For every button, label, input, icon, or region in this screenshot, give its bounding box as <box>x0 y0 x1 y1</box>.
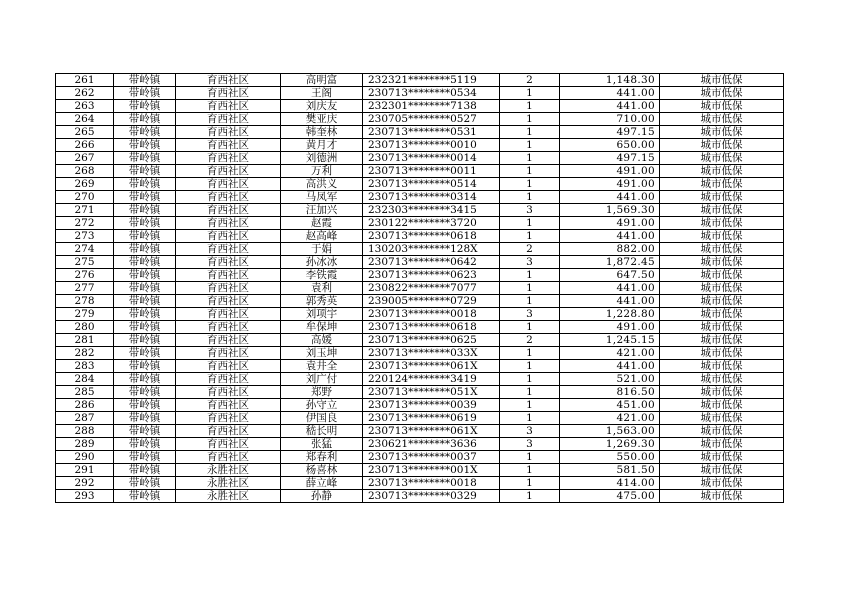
cell-community: 永胜社区 <box>176 477 281 490</box>
cell-household-count: 1 <box>500 399 560 412</box>
cell-name: 刘项宇 <box>281 308 363 321</box>
cell-assistance-type: 城市低保 <box>660 412 784 425</box>
cell-name: 杨喜林 <box>281 464 363 477</box>
table-row <box>56 256 784 269</box>
cell-community: 育西社区 <box>176 256 281 269</box>
cell-community: 育西社区 <box>176 165 281 178</box>
cell-assistance-type: 城市低保 <box>660 425 784 438</box>
cell-community: 育西社区 <box>176 295 281 308</box>
cell-assistance-type: 城市低保 <box>660 386 784 399</box>
cell-household-count: 3 <box>500 204 560 217</box>
table-row <box>56 425 784 438</box>
cell-id-number: 232303********3415 <box>363 204 500 217</box>
cell-assistance-type: 城市低保 <box>660 308 784 321</box>
cell-seq: 273 <box>56 230 114 243</box>
table-body <box>56 74 784 503</box>
cell-assistance-type: 城市低保 <box>660 295 784 308</box>
cell-seq: 272 <box>56 217 114 230</box>
cell-amount: 421.00 <box>560 347 660 360</box>
cell-name: 高洪义 <box>281 178 363 191</box>
cell-name: 李铁霞 <box>281 269 363 282</box>
cell-assistance-type: 城市低保 <box>660 360 784 373</box>
cell-assistance-type: 城市低保 <box>660 217 784 230</box>
cell-household-count: 3 <box>500 438 560 451</box>
cell-id-number: 230621********3636 <box>363 438 500 451</box>
cell-community: 育西社区 <box>176 74 281 87</box>
cell-name: 高媛 <box>281 334 363 347</box>
cell-name: 万利 <box>281 165 363 178</box>
cell-name: 孙冰冰 <box>281 256 363 269</box>
table-row <box>56 217 784 230</box>
cell-household-count: 1 <box>500 269 560 282</box>
cell-name: 刘德洲 <box>281 152 363 165</box>
cell-assistance-type: 城市低保 <box>660 269 784 282</box>
cell-seq: 265 <box>56 126 114 139</box>
cell-amount: 650.00 <box>560 139 660 152</box>
cell-community: 永胜社区 <box>176 464 281 477</box>
cell-seq: 263 <box>56 100 114 113</box>
cell-amount: 414.00 <box>560 477 660 490</box>
cell-assistance-type: 城市低保 <box>660 477 784 490</box>
cell-household-count: 1 <box>500 165 560 178</box>
cell-seq: 269 <box>56 178 114 191</box>
cell-household-count: 1 <box>500 100 560 113</box>
cell-town: 带岭镇 <box>114 243 176 256</box>
cell-assistance-type: 城市低保 <box>660 451 784 464</box>
cell-name: 于娟 <box>281 243 363 256</box>
cell-amount: 491.00 <box>560 165 660 178</box>
table-row <box>56 412 784 425</box>
cell-household-count: 1 <box>500 347 560 360</box>
cell-town: 带岭镇 <box>114 204 176 217</box>
table-row <box>56 321 784 334</box>
cell-town: 带岭镇 <box>114 438 176 451</box>
cell-seq: 274 <box>56 243 114 256</box>
cell-household-count: 1 <box>500 490 560 503</box>
cell-id-number: 230713********0642 <box>363 256 500 269</box>
cell-amount: 441.00 <box>560 295 660 308</box>
cell-community: 育西社区 <box>176 230 281 243</box>
cell-household-count: 3 <box>500 425 560 438</box>
cell-id-number: 230713********0531 <box>363 126 500 139</box>
cell-community: 育西社区 <box>176 321 281 334</box>
cell-community: 育西社区 <box>176 373 281 386</box>
cell-household-count: 1 <box>500 191 560 204</box>
cell-assistance-type: 城市低保 <box>660 282 784 295</box>
cell-assistance-type: 城市低保 <box>660 464 784 477</box>
cell-id-number: 230713********0314 <box>363 191 500 204</box>
cell-id-number: 230713********0039 <box>363 399 500 412</box>
cell-amount: 491.00 <box>560 321 660 334</box>
cell-town: 带岭镇 <box>114 451 176 464</box>
cell-seq: 284 <box>56 373 114 386</box>
cell-name: 郑春利 <box>281 451 363 464</box>
cell-name: 樊亚庆 <box>281 113 363 126</box>
cell-town: 带岭镇 <box>114 269 176 282</box>
cell-town: 带岭镇 <box>114 308 176 321</box>
cell-community: 育西社区 <box>176 217 281 230</box>
cell-seq: 261 <box>56 74 114 87</box>
cell-town: 带岭镇 <box>114 321 176 334</box>
cell-amount: 882.00 <box>560 243 660 256</box>
cell-name: 刘玉坤 <box>281 347 363 360</box>
table-row <box>56 477 784 490</box>
cell-community: 育西社区 <box>176 243 281 256</box>
table-row <box>56 282 784 295</box>
cell-town: 带岭镇 <box>114 360 176 373</box>
cell-name: 韩奎林 <box>281 126 363 139</box>
cell-seq: 285 <box>56 386 114 399</box>
cell-seq: 279 <box>56 308 114 321</box>
cell-town: 带岭镇 <box>114 282 176 295</box>
cell-community: 育西社区 <box>176 347 281 360</box>
cell-name: 袁利 <box>281 282 363 295</box>
cell-id-number: 230713********0618 <box>363 230 500 243</box>
cell-community: 育西社区 <box>176 126 281 139</box>
table-row <box>56 399 784 412</box>
cell-household-count: 2 <box>500 243 560 256</box>
cell-amount: 441.00 <box>560 100 660 113</box>
cell-assistance-type: 城市低保 <box>660 204 784 217</box>
cell-household-count: 1 <box>500 139 560 152</box>
cell-id-number: 230713********051X <box>363 386 500 399</box>
cell-seq: 291 <box>56 464 114 477</box>
cell-town: 带岭镇 <box>114 217 176 230</box>
cell-seq: 278 <box>56 295 114 308</box>
cell-household-count: 1 <box>500 87 560 100</box>
table-row <box>56 360 784 373</box>
cell-id-number: 239005********0729 <box>363 295 500 308</box>
cell-seq: 281 <box>56 334 114 347</box>
table-row <box>56 490 784 503</box>
cell-id-number: 230713********0514 <box>363 178 500 191</box>
cell-id-number: 230713********0618 <box>363 321 500 334</box>
cell-seq: 264 <box>56 113 114 126</box>
cell-community: 育西社区 <box>176 334 281 347</box>
table-row <box>56 386 784 399</box>
cell-assistance-type: 城市低保 <box>660 139 784 152</box>
cell-household-count: 3 <box>500 308 560 321</box>
cell-town: 带岭镇 <box>114 334 176 347</box>
cell-seq: 277 <box>56 282 114 295</box>
cell-household-count: 1 <box>500 230 560 243</box>
cell-assistance-type: 城市低保 <box>660 490 784 503</box>
cell-amount: 451.00 <box>560 399 660 412</box>
cell-seq: 268 <box>56 165 114 178</box>
cell-seq: 262 <box>56 87 114 100</box>
cell-town: 带岭镇 <box>114 347 176 360</box>
table-row <box>56 139 784 152</box>
cell-id-number: 230122********3720 <box>363 217 500 230</box>
cell-name: 郑野 <box>281 386 363 399</box>
cell-amount: 441.00 <box>560 230 660 243</box>
cell-amount: 521.00 <box>560 373 660 386</box>
cell-seq: 266 <box>56 139 114 152</box>
cell-community: 育西社区 <box>176 152 281 165</box>
cell-assistance-type: 城市低保 <box>660 152 784 165</box>
cell-community: 育西社区 <box>176 204 281 217</box>
cell-name: 薛立峰 <box>281 477 363 490</box>
cell-household-count: 1 <box>500 477 560 490</box>
cell-assistance-type: 城市低保 <box>660 74 784 87</box>
table-row <box>56 74 784 87</box>
cell-amount: 710.00 <box>560 113 660 126</box>
cell-community: 育西社区 <box>176 412 281 425</box>
cell-community: 育西社区 <box>176 178 281 191</box>
cell-town: 带岭镇 <box>114 425 176 438</box>
cell-seq: 283 <box>56 360 114 373</box>
cell-household-count: 1 <box>500 126 560 139</box>
cell-id-number: 230713********0619 <box>363 412 500 425</box>
cell-name: 袁井全 <box>281 360 363 373</box>
cell-household-count: 1 <box>500 464 560 477</box>
cell-amount: 1,245.15 <box>560 334 660 347</box>
cell-amount: 550.00 <box>560 451 660 464</box>
cell-name: 刘广付 <box>281 373 363 386</box>
cell-name: 汪加兴 <box>281 204 363 217</box>
cell-community: 育西社区 <box>176 269 281 282</box>
cell-seq: 290 <box>56 451 114 464</box>
cell-id-number: 230713********0625 <box>363 334 500 347</box>
cell-household-count: 1 <box>500 373 560 386</box>
cell-assistance-type: 城市低保 <box>660 256 784 269</box>
cell-seq: 288 <box>56 425 114 438</box>
cell-community: 育西社区 <box>176 438 281 451</box>
cell-amount: 1,148.30 <box>560 74 660 87</box>
cell-seq: 267 <box>56 152 114 165</box>
cell-community: 育西社区 <box>176 113 281 126</box>
cell-id-number: 230713********0011 <box>363 165 500 178</box>
cell-name: 孙守立 <box>281 399 363 412</box>
cell-id-number: 230705********0527 <box>363 113 500 126</box>
cell-seq: 280 <box>56 321 114 334</box>
cell-town: 带岭镇 <box>114 100 176 113</box>
cell-name: 马凤军 <box>281 191 363 204</box>
cell-amount: 1,269.30 <box>560 438 660 451</box>
cell-id-number: 230713********0018 <box>363 308 500 321</box>
cell-amount: 581.50 <box>560 464 660 477</box>
cell-seq: 270 <box>56 191 114 204</box>
cell-assistance-type: 城市低保 <box>660 399 784 412</box>
cell-household-count: 2 <box>500 334 560 347</box>
cell-community: 育西社区 <box>176 399 281 412</box>
cell-town: 带岭镇 <box>114 373 176 386</box>
table-row <box>56 126 784 139</box>
table-row <box>56 243 784 256</box>
cell-household-count: 1 <box>500 360 560 373</box>
cell-seq: 289 <box>56 438 114 451</box>
cell-id-number: 232301********7138 <box>363 100 500 113</box>
cell-town: 带岭镇 <box>114 126 176 139</box>
cell-amount: 1,872.45 <box>560 256 660 269</box>
table-row <box>56 347 784 360</box>
cell-household-count: 2 <box>500 74 560 87</box>
cell-town: 带岭镇 <box>114 412 176 425</box>
cell-assistance-type: 城市低保 <box>660 321 784 334</box>
cell-household-count: 3 <box>500 256 560 269</box>
cell-assistance-type: 城市低保 <box>660 230 784 243</box>
cell-town: 带岭镇 <box>114 230 176 243</box>
cell-assistance-type: 城市低保 <box>660 87 784 100</box>
cell-amount: 441.00 <box>560 191 660 204</box>
cell-town: 带岭镇 <box>114 74 176 87</box>
cell-town: 带岭镇 <box>114 490 176 503</box>
cell-town: 带岭镇 <box>114 87 176 100</box>
cell-amount: 441.00 <box>560 87 660 100</box>
cell-community: 育西社区 <box>176 360 281 373</box>
cell-assistance-type: 城市低保 <box>660 373 784 386</box>
cell-amount: 491.00 <box>560 217 660 230</box>
cell-community: 育西社区 <box>176 87 281 100</box>
cell-name: 黄月才 <box>281 139 363 152</box>
table-row <box>56 438 784 451</box>
cell-household-count: 1 <box>500 113 560 126</box>
table-row <box>56 191 784 204</box>
cell-household-count: 1 <box>500 451 560 464</box>
cell-assistance-type: 城市低保 <box>660 178 784 191</box>
table-row <box>56 464 784 477</box>
cell-amount: 421.00 <box>560 412 660 425</box>
cell-town: 带岭镇 <box>114 399 176 412</box>
cell-seq: 271 <box>56 204 114 217</box>
cell-id-number: 230713********033X <box>363 347 500 360</box>
cell-assistance-type: 城市低保 <box>660 243 784 256</box>
cell-assistance-type: 城市低保 <box>660 347 784 360</box>
cell-name: 牟保坤 <box>281 321 363 334</box>
cell-name: 赵高峰 <box>281 230 363 243</box>
cell-community: 育西社区 <box>176 139 281 152</box>
table-row <box>56 204 784 217</box>
cell-id-number: 232321********5119 <box>363 74 500 87</box>
cell-seq: 287 <box>56 412 114 425</box>
cell-name: 赵霞 <box>281 217 363 230</box>
cell-assistance-type: 城市低保 <box>660 113 784 126</box>
cell-seq: 286 <box>56 399 114 412</box>
table-row <box>56 230 784 243</box>
cell-amount: 441.00 <box>560 360 660 373</box>
cell-town: 带岭镇 <box>114 386 176 399</box>
table-row <box>56 373 784 386</box>
cell-assistance-type: 城市低保 <box>660 334 784 347</box>
cell-name: 郭秀英 <box>281 295 363 308</box>
cell-id-number: 230713********0623 <box>363 269 500 282</box>
cell-amount: 475.00 <box>560 490 660 503</box>
table-row <box>56 87 784 100</box>
cell-town: 带岭镇 <box>114 139 176 152</box>
cell-community: 永胜社区 <box>176 490 281 503</box>
cell-id-number: 230713********0329 <box>363 490 500 503</box>
cell-amount: 647.50 <box>560 269 660 282</box>
cell-community: 育西社区 <box>176 282 281 295</box>
cell-household-count: 1 <box>500 178 560 191</box>
cell-household-count: 1 <box>500 386 560 399</box>
cell-household-count: 1 <box>500 152 560 165</box>
table-row <box>56 100 784 113</box>
cell-name: 伊国良 <box>281 412 363 425</box>
cell-id-number: 230713********0534 <box>363 87 500 100</box>
cell-amount: 1,569.30 <box>560 204 660 217</box>
cell-household-count: 1 <box>500 412 560 425</box>
table-row <box>56 308 784 321</box>
table-row <box>56 152 784 165</box>
cell-amount: 497.15 <box>560 152 660 165</box>
cell-name: 孙静 <box>281 490 363 503</box>
cell-seq: 282 <box>56 347 114 360</box>
cell-assistance-type: 城市低保 <box>660 100 784 113</box>
cell-assistance-type: 城市低保 <box>660 126 784 139</box>
cell-id-number: 130203********128X <box>363 243 500 256</box>
table-row <box>56 178 784 191</box>
cell-community: 育西社区 <box>176 308 281 321</box>
cell-assistance-type: 城市低保 <box>660 438 784 451</box>
cell-seq: 293 <box>56 490 114 503</box>
cell-id-number: 230713********0010 <box>363 139 500 152</box>
cell-town: 带岭镇 <box>114 178 176 191</box>
cell-name: 刘庆友 <box>281 100 363 113</box>
cell-id-number: 230713********0037 <box>363 451 500 464</box>
table-row <box>56 113 784 126</box>
cell-amount: 497.15 <box>560 126 660 139</box>
cell-assistance-type: 城市低保 <box>660 165 784 178</box>
cell-town: 带岭镇 <box>114 152 176 165</box>
cell-id-number: 230713********001X <box>363 464 500 477</box>
table-row <box>56 334 784 347</box>
cell-household-count: 1 <box>500 321 560 334</box>
cell-amount: 1,563.00 <box>560 425 660 438</box>
cell-household-count: 1 <box>500 282 560 295</box>
cell-assistance-type: 城市低保 <box>660 191 784 204</box>
cell-household-count: 1 <box>500 295 560 308</box>
cell-community: 育西社区 <box>176 451 281 464</box>
cell-id-number: 230822********7077 <box>363 282 500 295</box>
data-table <box>55 73 784 503</box>
cell-amount: 1,228.80 <box>560 308 660 321</box>
cell-community: 育西社区 <box>176 386 281 399</box>
cell-town: 带岭镇 <box>114 477 176 490</box>
cell-name: 张猛 <box>281 438 363 451</box>
cell-community: 育西社区 <box>176 191 281 204</box>
cell-town: 带岭镇 <box>114 165 176 178</box>
cell-id-number: 230713********061X <box>363 425 500 438</box>
cell-town: 带岭镇 <box>114 464 176 477</box>
cell-community: 育西社区 <box>176 100 281 113</box>
cell-household-count: 1 <box>500 217 560 230</box>
cell-id-number: 230713********061X <box>363 360 500 373</box>
cell-seq: 276 <box>56 269 114 282</box>
cell-name: 高明富 <box>281 74 363 87</box>
cell-id-number: 230713********0014 <box>363 152 500 165</box>
cell-seq: 292 <box>56 477 114 490</box>
cell-id-number: 230713********0018 <box>363 477 500 490</box>
cell-id-number: 220124********3419 <box>363 373 500 386</box>
cell-amount: 441.00 <box>560 282 660 295</box>
table-row <box>56 451 784 464</box>
table-row <box>56 165 784 178</box>
cell-town: 带岭镇 <box>114 256 176 269</box>
cell-town: 带岭镇 <box>114 191 176 204</box>
cell-amount: 816.50 <box>560 386 660 399</box>
cell-amount: 491.00 <box>560 178 660 191</box>
cell-seq: 275 <box>56 256 114 269</box>
cell-town: 带岭镇 <box>114 113 176 126</box>
table-row <box>56 269 784 282</box>
cell-name: 嵇长明 <box>281 425 363 438</box>
cell-name: 王阁 <box>281 87 363 100</box>
cell-community: 育西社区 <box>176 425 281 438</box>
cell-town: 带岭镇 <box>114 295 176 308</box>
table-row <box>56 295 784 308</box>
